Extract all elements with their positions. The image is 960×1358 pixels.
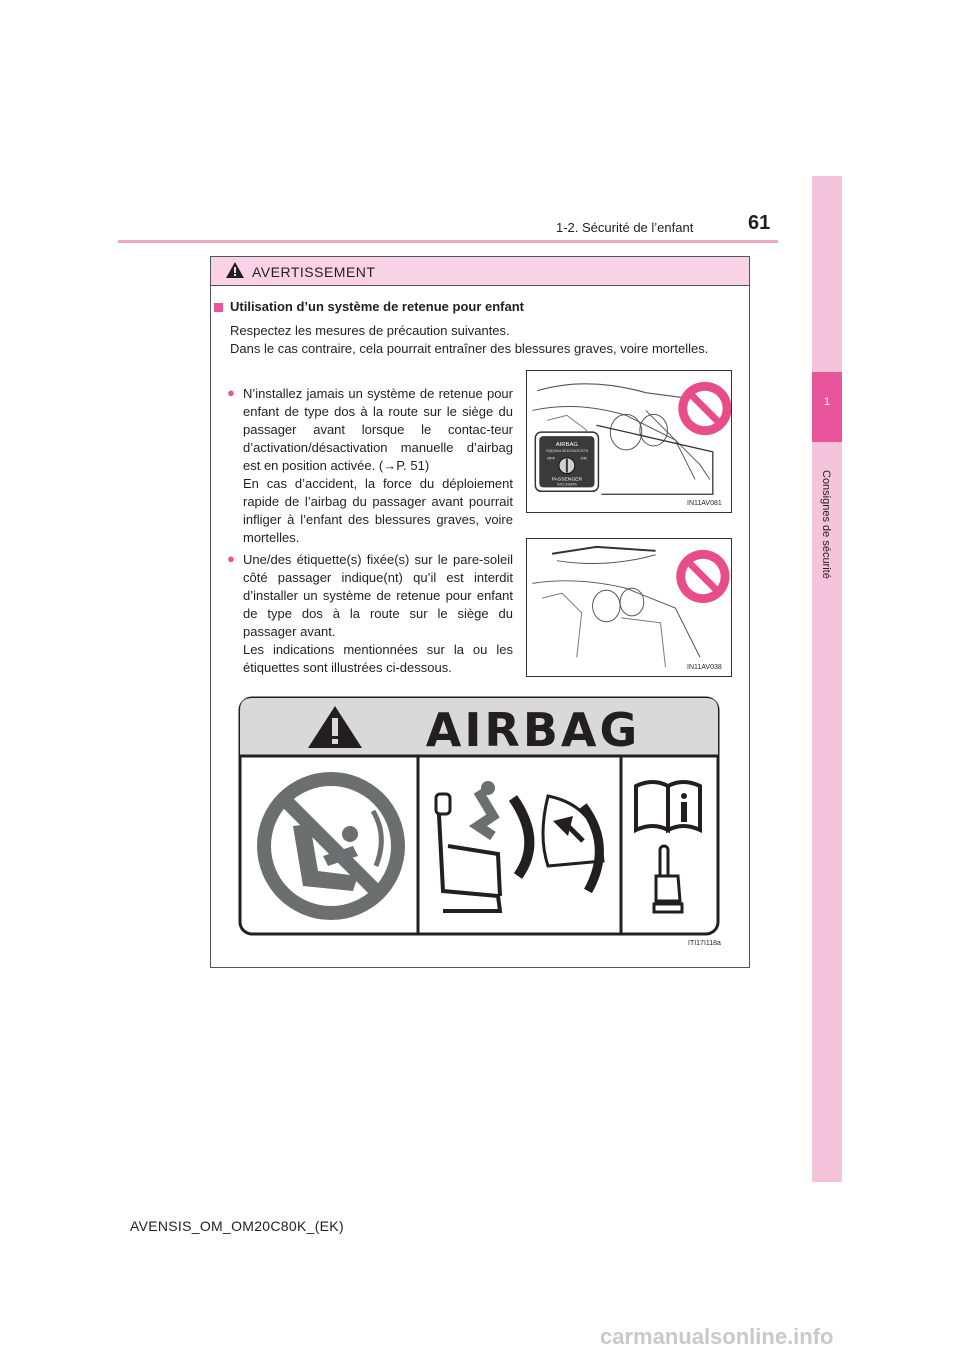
section-title: 1-2. Sécurité de l’enfant: [556, 220, 694, 235]
switch-passenger-label: PASSENGER: [551, 477, 583, 483]
warning-intro-line2: Dans le cas contraire, cela pourrait entraîner des blessures graves, voire mortelles.: [230, 341, 709, 356]
warning-intro-line1: Respectez les mesures de précaution suivantes.: [230, 323, 510, 338]
figure-2-code: IN11AV038: [687, 664, 722, 671]
chapter-title: Consignes de sécurité: [820, 470, 832, 579]
warning-section-title: Utilisation d’un système de retenue pour enfant: [230, 299, 524, 314]
bullet-1-extra: En cas d’accident, la force du déploiement rapide de l’airbag du passager avant pourrait infliger à l’enfant des blessures graves, voire mortelles.: [243, 476, 513, 545]
switch-title: AIRBAG: [555, 441, 579, 448]
figure-airbag-switch: [526, 370, 732, 513]
switch-subtitle: ПОДУШКА БЕЗОПАСНОСТИ: [545, 448, 589, 453]
bullet-icon: ●: [227, 551, 235, 566]
prohibition-icon: [678, 382, 731, 435]
warning-triangle-icon: [226, 262, 244, 278]
watermark: carmanualsonline.info: [600, 1324, 834, 1349]
bullet-2-text: [243, 551, 513, 677]
airbag-label-title: AIRBAG: [425, 703, 641, 757]
bullet-icon: ●: [227, 385, 235, 400]
bullet-2-extra: Les indications mentionnées sur la ou les étiquettes sont illustrées ci-dessous.: [243, 642, 513, 675]
prohibited-child-seat-icon: [257, 772, 405, 920]
read-manual-icon: [636, 782, 700, 830]
airbag-warning-label: [238, 696, 720, 936]
bullet-2-main: Une/des étiquette(s) fixée(s) sur le pare-soleil côté passager indique(nt) qu’il est interdit d’installer un système de retenue pour enfant de type dos à la route sur le siège du passager avant.: [243, 552, 513, 639]
page-number: 61: [748, 212, 771, 234]
prohibition-icon: [676, 550, 729, 603]
figure-sun-visor-label: [526, 538, 732, 677]
chapter-number: 1: [823, 396, 831, 408]
header-rule: [118, 240, 778, 243]
section-marker-icon: [214, 303, 223, 312]
warning-title: AVERTISSEMENT: [252, 264, 376, 280]
warning-intro: [230, 322, 746, 358]
bullet-1-main: N’installez jamais un système de retenue pour enfant de type dos à la route sur le siège du passager avant lorsque le contac-teur d’activation/désactivation manuelle d’airbag est en position activée. (→P. 51): [243, 386, 513, 473]
label-figure-code: ITI17I118a: [688, 940, 721, 947]
bullet-1-text: [243, 385, 513, 547]
switch-passenger-ru-label: ПАССАЖИРА: [556, 482, 577, 487]
switch-on-label: ON: [580, 455, 587, 461]
switch-off-label: OFF: [547, 455, 556, 461]
chapter-side-tab: [812, 176, 842, 1182]
figure-1-code: IN11AV081: [687, 500, 722, 507]
document-code: AVENSIS_OM_OM20C80K_(EK): [130, 1218, 344, 1234]
